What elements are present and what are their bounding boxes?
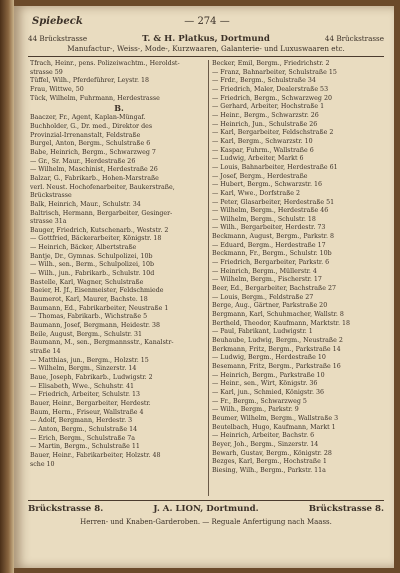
directory-entry: — Eduard, Bergm., Herdestraße 17 xyxy=(212,241,326,249)
directory-entry: Becker, Emil, Bergm., Friedrichstr. 2 xyxy=(212,60,330,67)
directory-entry: Bezges, Karl, Bergm., Hochstraße 1 xyxy=(212,458,327,466)
directory-entry: Bewarh, Gustav, Bergm., Königstr. 28 xyxy=(212,449,332,457)
directory-entry: — Wilhelm, Bergm., Schulstr. 18 xyxy=(212,215,316,223)
directory-entry: Beyer, Joh., Bergm., Sinzerstr. 14 xyxy=(212,440,319,448)
directory-entry: — Hubert, Bergm., Schwarzstr. 16 xyxy=(212,181,322,189)
directory-entry: — Josef, Bergm., Herdestraße xyxy=(212,172,308,180)
directory-entry: Tüffel, Wilh., Pferdeführer, Leystr. 18 xyxy=(30,77,150,85)
directory-entry: — Friedrich, Arbeiter, Schulstr. 13 xyxy=(30,391,141,399)
directory-entry: Baum, Herm., Friseur, Wallstraße 4 xyxy=(30,408,144,416)
directory-entry: — Fr., Bergm., Schwarzweg 5 xyxy=(212,397,307,405)
directory-entry: — Anton, Bergm., Schulstraße 14 xyxy=(30,425,138,433)
directory-entry: — Karl, Bergm., Schwarzstr. 10 xyxy=(212,137,313,145)
directory-entry: — Wilhelm, Bergm., Fischerstr. 17 xyxy=(212,276,322,284)
directory-entry: Besemann, Fritz, Bergm., Parkstraße 16 xyxy=(212,362,341,370)
directory-entry: — Ludwig, Arbeiter, Markt 6 xyxy=(212,155,304,163)
directory-entry: — Wilh., sen., Berm., Schulpolizei, 10b xyxy=(30,261,155,269)
directory-entry: — Karl, Wwe., Dorfstraße 2 xyxy=(212,189,301,197)
page-number: — 274 — xyxy=(184,16,230,27)
directory-entry: Berge, Aug., Gärtner, Parkstraße 20 xyxy=(212,302,328,310)
directory-entry: — Louis, Bergm., Feldstraße 27 xyxy=(212,293,314,301)
directory-entry: — Heinrich, Arbeiter, Bachstr. 6 xyxy=(212,432,315,440)
directory-entry: — Friedrich, Maler, Dealerstraße 53 xyxy=(212,85,329,93)
directory-entry: Bergmann, Karl, Schuhmacher, Wallstr. 8 xyxy=(212,311,344,319)
directory-entry: — Elisabeth, Wwe., Schuhstr. 41 xyxy=(30,382,134,390)
directory-entry: verl. Neust. Hochofenarbeiter, Baukerstraße, xyxy=(30,183,175,191)
directory-entry: Frau, Wittwe, 50 xyxy=(30,85,84,93)
directory-entry: — Heinrich, Bergm., Müllerstr. 4 xyxy=(212,267,317,275)
top-ad-line-2: Manufactur-, Weiss-, Mode-, Kurzwaaren, Galanterie- und Luxuswaaren etc. xyxy=(67,44,345,53)
directory-entry: — Wilhelm, Bergm., Herdestraße 46 xyxy=(212,207,329,215)
bottom-rule xyxy=(28,500,384,501)
top-ad-line-1 xyxy=(28,34,384,44)
directory-entry: — Friedrich, Bergarbeiter, Parkstr. 6 xyxy=(212,259,330,267)
bottom-ad-address-left: Brückstrasse 8. xyxy=(28,504,104,514)
directory-entry: Babe, Heinrich, Bergm., Schwarzweg 7 xyxy=(30,148,156,156)
directory-entry: — Friedrich, Bergm., Schwarzweg 20 xyxy=(212,94,332,102)
bottom-advertisement xyxy=(28,504,384,516)
right-column xyxy=(212,60,390,496)
directory-entry: Balzar, G., Fabrikarb., Hohen-Marstraße xyxy=(30,174,159,182)
directory-entry: — Heinr., Bergm., Schwarzstr. 26 xyxy=(212,111,319,119)
page-header xyxy=(32,16,382,32)
directory-entry: Burgel, Anton, Bergm., Schulstraße 6 xyxy=(30,140,151,148)
directory-entry: Beuhaube, Ludwig, Bergm., Neustraße 2 xyxy=(212,337,343,344)
directory-entry: Beile, August, Bergm., Schulstr. 31 xyxy=(30,330,142,338)
directory-entry: Buchholder, G., Dr. med., Direktor des xyxy=(30,122,153,130)
directory-entry: — Martin, Bergm., Schulstraße 11 xyxy=(30,443,140,451)
directory-entry: Provinzial-Irrenanstalt, Feldstraße xyxy=(30,131,141,139)
directory-entry: Brückstrasse xyxy=(30,192,72,200)
directory-page xyxy=(14,6,394,568)
top-advertisement xyxy=(28,34,384,54)
directory-entry: — Heinrich, Jun., Schulstraße 26 xyxy=(212,120,318,128)
directory-entry: Beer, Ed., Bergarbeiter, Bachstraße 27 xyxy=(212,285,336,293)
directory-entry: sche 10 xyxy=(30,460,55,468)
directory-entry: Baumerot, Karl, Maurer, Bachste. 18 xyxy=(30,296,148,304)
directory-entry: — Gerhard, Arbeiter, Hochstraße 1 xyxy=(212,103,325,111)
directory-entry: Balk, Heinrich, Maur., Schulstr. 34 xyxy=(30,200,141,208)
directory-entry: — Wilh., Bergm., Parkstr. 9 xyxy=(212,406,299,414)
directory-entry: — Franz, Bahnarbeiter, Schulstraße 15 xyxy=(212,68,337,76)
directory-entry: — Karl, jun., Schmied, Königstr. 36 xyxy=(212,388,325,396)
directory-entry: Beckmann, August, Bergm., Parkstr. 8 xyxy=(212,233,334,241)
directory-entry: — Wilhelm, Maschinist, Herdestraße 26 xyxy=(30,166,158,174)
directory-entry: — Wilh., jun., Fabrikarb., Schulstr. 10d xyxy=(30,270,155,278)
directory-entry: — Heinrich, Bäcker, Albertstraße xyxy=(30,244,137,252)
book-spine-edge xyxy=(0,0,14,573)
bottom-ad-line-2: Herren- und Knaben-Garderoben. — Reguale Anfertigung nach Maass. xyxy=(80,518,332,526)
directory-entry: — Thomas, Fabrikarb., Wichstraße 5 xyxy=(30,313,148,321)
left-column xyxy=(30,60,208,496)
column-divider xyxy=(208,60,209,496)
directory-entry: Tfrach, Heinr., pens. Polizeiwachtm., Heroldst- xyxy=(30,60,180,67)
directory-entry: Bertheld, Theodor, Kaufmann, Marktstr. 18 xyxy=(212,319,350,327)
directory-entry: — Erich, Bergm., Schulstraße 7a xyxy=(30,434,136,442)
directory-entry: Baumann, M., sen., Bergmannsstr., Kanalstr- xyxy=(30,339,174,347)
directory-entry: Baumann, Josef, Bergmann, Heidestr. 38 xyxy=(30,322,160,330)
directory-entry: — Kaspar, Fuhrm., Wallstraße 6 xyxy=(212,146,314,154)
directory-entry: strasse 31a xyxy=(30,218,67,226)
directory-entry: Baaczer, Fr., Agent, Kaplan-Müngaf. xyxy=(30,114,146,122)
directory-entry: Berkmann, Fritz, Bergm., Parkstraße 14 xyxy=(212,345,341,353)
directory-entry: Bauger, Friedrich, Kutschenarb., Weststr. 2 xyxy=(30,226,169,234)
directory-entry: — Wilhelm, Bergm., Sinzerstr. 14 xyxy=(30,365,137,373)
directory-entry: — Adolf, Bergmann, Herdestr. 3 xyxy=(30,417,133,425)
directory-entry: strasse 59 xyxy=(30,68,63,76)
directory-entry: — Heinrich, Bergm., Parkstraße 10 xyxy=(212,371,325,379)
directory-entry: — Peter, Glasarbeiter, Herdestraße 51 xyxy=(212,198,335,206)
header-running-title: Spiebeck xyxy=(32,16,83,27)
directory-entry: Baeier, H. Jf., Eisenmeister, Feldschmiede xyxy=(30,287,164,295)
directory-entry: Biesing, Wilh., Bergm., Parkstr. 11a xyxy=(212,466,326,474)
top-rule xyxy=(28,56,384,57)
top-ad-address-right: 44 Brückstrasse xyxy=(324,34,384,43)
directory-entry: Bastelle, Karl, Wagner, Schulstraße xyxy=(30,278,144,286)
directory-entry: Beumer, Wilhelm, Bergm., Wallstraße 3 xyxy=(212,414,339,422)
bottom-ad-firm: J. A. LION, Dortmund. xyxy=(153,504,259,514)
section-letter: B. xyxy=(114,103,124,114)
directory-entry: — Wilh., Bergarbeiter, Herdestr. 73 xyxy=(212,224,326,232)
directory-entry: straße 14 xyxy=(30,348,61,355)
bottom-ad-address-right: Brückstrasse 8. xyxy=(308,504,384,514)
top-ad-address-left: 44 Brückstrasse xyxy=(28,34,88,43)
directory-entry: — Matthias, jun., Bergm., Holzstr. 15 xyxy=(30,356,149,364)
directory-entry: — Gr., Sr. Maur., Herdestraße 26 xyxy=(30,157,136,165)
directory-entry: Baumann, Ed., Fabrikarbeiter, Neustraße 1 xyxy=(30,304,169,312)
directory-entry: — Louis, Bahnarbeiter, Herdestraße 61 xyxy=(212,163,338,171)
directory-entry: Bantje, Dr., Gymnas. Schulpolizei, 10b xyxy=(30,252,153,260)
directory-entry: Bauer, Heinr., Bergarbeiter, Herdestr. xyxy=(30,399,151,407)
directory-entry: — Heinr., sen., Wirt, Königstr. 36 xyxy=(212,380,318,388)
directory-entry: — Frdr., Bergm., Schulstraße 34 xyxy=(212,77,316,85)
top-ad-firm: T. & H. Platkus, Dortmund xyxy=(142,34,270,44)
directory-entry: — Gottfried, Bäckerarbeiter, Königstr. 18 xyxy=(30,235,162,243)
directory-entry: Bauer, Heinr., Fabrikarbeiter, Holzstr. 48 xyxy=(30,451,161,459)
directory-entry: — Ludwig, Bergm., Herdestraße 10 xyxy=(212,354,326,362)
directory-entry: — Karl, Bergarbeiter, Feldschstraße 2 xyxy=(212,129,334,137)
directory-entry: Beckmann, Fr., Bergm., Schulstr. 10b xyxy=(212,250,332,258)
directory-entry: Baltrisch, Hermann, Bergarbeiter, Gesinger- xyxy=(30,209,173,217)
directory-entry: Beutelbach, Hugo, Kaufmann, Markt 1 xyxy=(212,423,336,431)
directory-entry: Baue, Joseph, Fabrikarb., Ludwigstr. 2 xyxy=(30,373,153,381)
directory-entry: Tück, Wilhelm, Fuhrmann, Herdestrasse xyxy=(30,94,160,102)
directory-entry: — Paul, Fabrikant, Ludwigstr. 1 xyxy=(212,328,313,336)
